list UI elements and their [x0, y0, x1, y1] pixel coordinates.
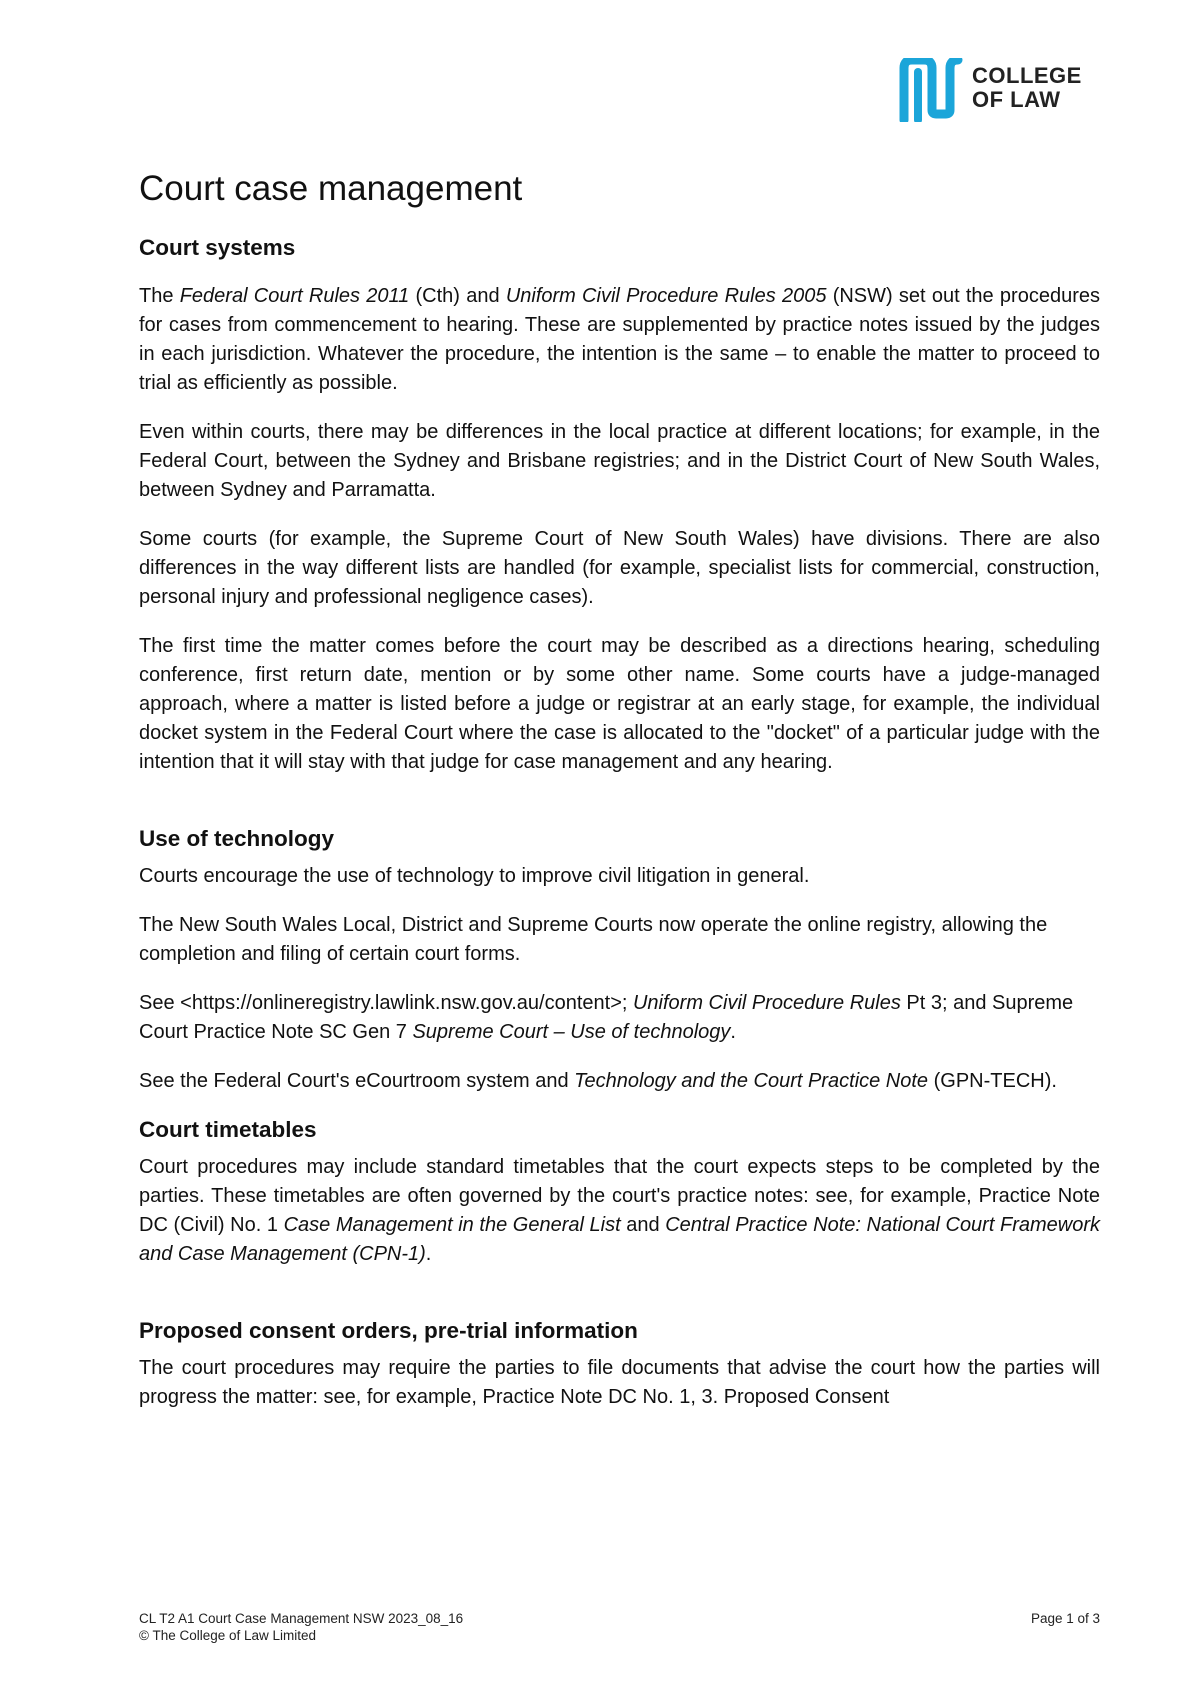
section-spacer — [139, 1289, 1100, 1317]
court-systems-paragraph-1: The Federal Court Rules 2011 (Cth) and Uniform Civil Procedure Rules 2005 (NSW) set out the procedures for cases from commencement to hearing. These are supplemented by practice notes issued by the judges in each jurisdiction. Whatever the procedure, the intention is the same – to enable the matter to proceed to trial as efficiently as possible. — [139, 285, 1100, 394]
footer-copyright: © The College of Law Limited — [139, 1628, 317, 1643]
footer-page-number: Page 1 of 3 — [1030, 1611, 1100, 1626]
college-of-law-logo — [898, 58, 1098, 128]
heading-court-timetables: Court timetables — [139, 1117, 317, 1142]
document-body — [139, 168, 1100, 1432]
technology-paragraph-3: See <https://onlineregistry.lawlink.nsw.gov.au/content>; Uniform Civil Procedure Rules Pt 3; and Supreme Court Practice Note SC Gen 7 Supreme Court – Use of technology. — [139, 992, 1074, 1043]
timetables-paragraph-1: Court procedures may include standard timetables that the court expects steps to be completed by the parties. These timetables are often governed by the court's practice notes: see, for example, Practice Note DC (Civil) No. 1 Case Management in the General List and Central Practice Note: National Court Framework and Case Management (CPN-1). — [139, 1156, 1101, 1265]
court-systems-paragraph-3: Some courts (for example, the Supreme Court of New South Wales) have divisions. There are also differences in the way different lists are handled (for example, specialist lists for commercial, construction, personal injury and professional negligence cases). — [139, 528, 1100, 608]
consent-paragraph-1: The court procedures may require the parties to file documents that advise the court how the parties will progress the matter: see, for example, Practice Note DC No. 1, 3. Proposed Consent — [139, 1357, 1100, 1408]
section-spacer — [139, 797, 1100, 825]
court-systems-paragraph-2: Even within courts, there may be differences in the local practice at different locations; for example, in the Federal Court, between the Sydney and Brisbane registries; and in the District Court of New South Wales, between Sydney and Parramatta. — [139, 421, 1100, 501]
court-systems-paragraph-4: The first time the matter comes before the court may be described as a directions hearing, scheduling conference, first return date, mention or by some other name. Some courts have a judge-managed approach, where a matter is listed before a judge or registrar at an early stage, for example, the individual docket system in the Federal Court where the case is allocated to the "docket" of a particular judge with the intention that it will stay with that judge for case management and any hearing. — [139, 635, 1100, 773]
college-of-law-logo-icon — [898, 58, 964, 122]
heading-court-systems: Court systems — [139, 235, 296, 260]
heading-proposed-consent-orders: Proposed consent orders, pre-trial information — [139, 1318, 638, 1343]
logo-line-1: COLLEGE — [972, 63, 1082, 88]
page-title: Court case management — [139, 169, 523, 208]
logo-line-2: OF LAW — [972, 87, 1061, 112]
logo-wordmark — [972, 64, 1082, 112]
technology-paragraph-2: The New South Wales Local, District and Supreme Courts now operate the online registry, allowing the completion and filing of certain court forms. — [139, 914, 1048, 965]
technology-paragraph-4: See the Federal Court's eCourtroom system and Technology and the Court Practice Note (GPN-TECH). — [139, 1070, 1057, 1092]
page-footer — [139, 1610, 1100, 1644]
technology-paragraph-1: Courts encourage the use of technology to improve civil litigation in general. — [139, 865, 810, 887]
footer-document-reference: CL T2 A1 Court Case Management NSW 2023_08_16 — [139, 1611, 464, 1626]
heading-use-of-technology: Use of technology — [139, 826, 335, 851]
